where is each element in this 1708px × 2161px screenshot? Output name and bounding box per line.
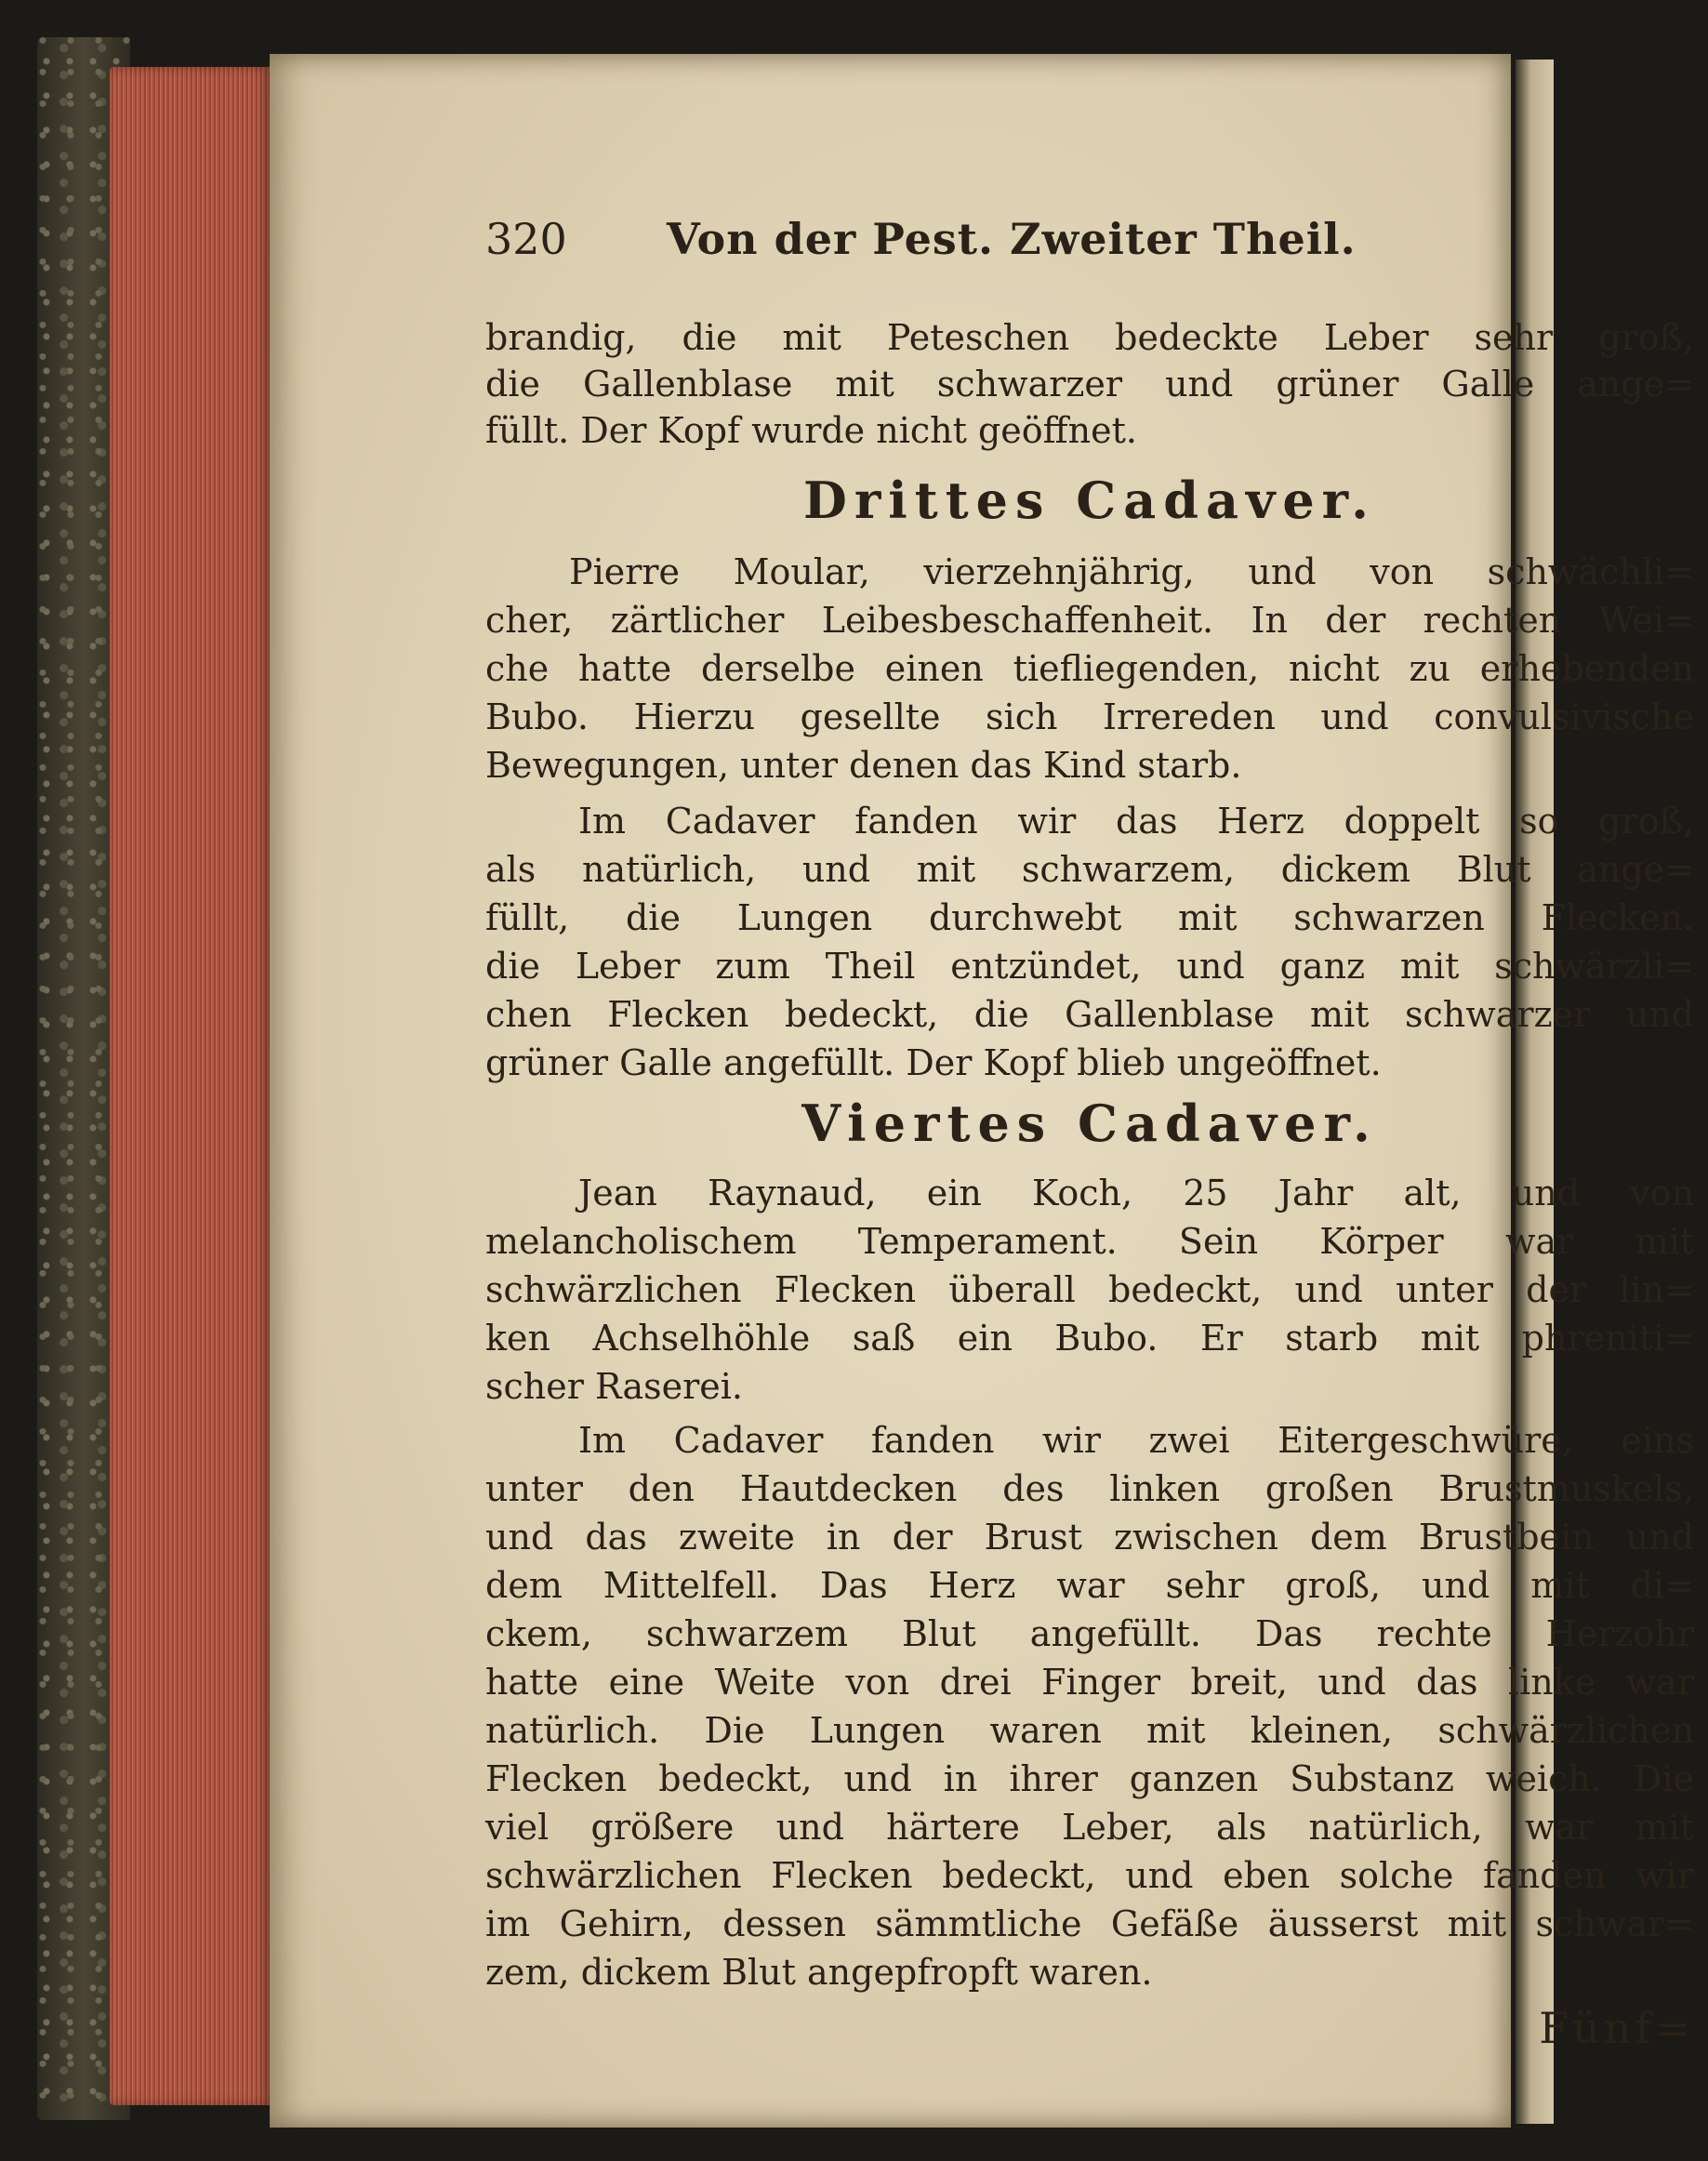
text-line: hatte eine Weite von drei Finger breit, und das linke war (485, 1662, 1694, 1703)
text-line: schwärzlichen Flecken bedeckt, und eben solche fanden wir (485, 1855, 1694, 1896)
text-line: grüner Galle angefüllt. Der Kopf blieb ungeöffnet. (485, 1042, 1382, 1083)
text-line: ken Achselhöhle saß ein Bubo. Er starb mit phreniti= (485, 1318, 1694, 1359)
text-line: scher Raserei. (485, 1366, 744, 1407)
text-line: im Gehirn, dessen sämmtliche Gefäße äusserst mit schwar= (485, 1903, 1694, 1944)
text-line: chen Flecken bedeckt, die Gallenblase mit schwarzer und (485, 994, 1694, 1035)
text-line: Im Cadaver fanden wir das Herz doppelt so groß, (578, 801, 1694, 842)
text-line: füllt, die Lungen durchwebt mit schwarzen Flecken. (485, 897, 1694, 938)
text-line: melancholischem Temperament. Sein Körper war mit (485, 1221, 1694, 1262)
page-header (485, 214, 1415, 279)
text-line: die Gallenblase mit schwarzer und grüner Galle ange= (485, 364, 1694, 404)
page-number: 320 (485, 214, 567, 264)
text-line: schwärzlichen Flecken überall bedeckt, und unter der lin= (485, 1269, 1694, 1310)
text-line: als natürlich, und mit schwarzem, dickem Blut ange= (485, 849, 1694, 890)
text-line: Im Cadaver fanden wir zwei Eitergeschwüre, eins (578, 1420, 1694, 1461)
text-line: Jean Raynaud, ein Koch, 25 Jahr alt, und von (578, 1173, 1694, 1213)
book-page (270, 54, 1694, 2128)
text-line: brandig, die mit Peteschen bedeckte Leber sehr groß, (485, 317, 1694, 358)
text-line: und das zweite in der Brust zwischen dem Brustbein und (485, 1517, 1694, 1558)
text-line: che hatte derselbe einen tiefliegenden, nicht zu erhebenden (485, 648, 1694, 689)
text-line: natürlich. Die Lungen waren mit kleinen, schwärzlichen (485, 1710, 1694, 1751)
section-heading-fourth-cadaver: Viertes Cadaver. (801, 1094, 1378, 1153)
text-line: füllt. Der Kopf wurde nicht geöffnet. (485, 410, 1137, 451)
text-line: unter den Hautdecken des linken großen Brustmuskels, (485, 1468, 1694, 1509)
text-line: ckem, schwarzem Blut angefüllt. Das rechte Herzohr (485, 1613, 1694, 1654)
text-line: Bewegungen, unter denen das Kind starb. (485, 745, 1242, 786)
text-line: Flecken bedeckt, und in ihrer ganzen Substanz weich. Die (485, 1758, 1694, 1799)
section-heading-third-cadaver: Drittes Cadaver. (803, 471, 1376, 530)
text-line: viel größere und härtere Leber, als natürlich, war mit (485, 1807, 1694, 1848)
running-head: Von der Pest. Zweiter Theil. (667, 214, 1357, 264)
text-line: dem Mittelfell. Das Herz war sehr groß, und mit di= (485, 1565, 1694, 1606)
text-line: Bubo. Hierzu gesellte sich Irrereden und convulsivische (485, 696, 1694, 737)
page-edges (110, 67, 272, 2105)
catchword: Fünf= (1539, 2003, 1694, 2053)
text-line: cher, zärtlicher Leibesbeschaffenheit. In der rechten Wei= (485, 600, 1694, 641)
text-line: die Leber zum Theil entzündet, und ganz mit schwärzli= (485, 946, 1694, 987)
text-line: zem, dickem Blut angepfropft waren. (485, 1952, 1153, 1993)
text-line: Pierre Moular, vierzehnjährig, und von schwächli= (569, 551, 1694, 592)
